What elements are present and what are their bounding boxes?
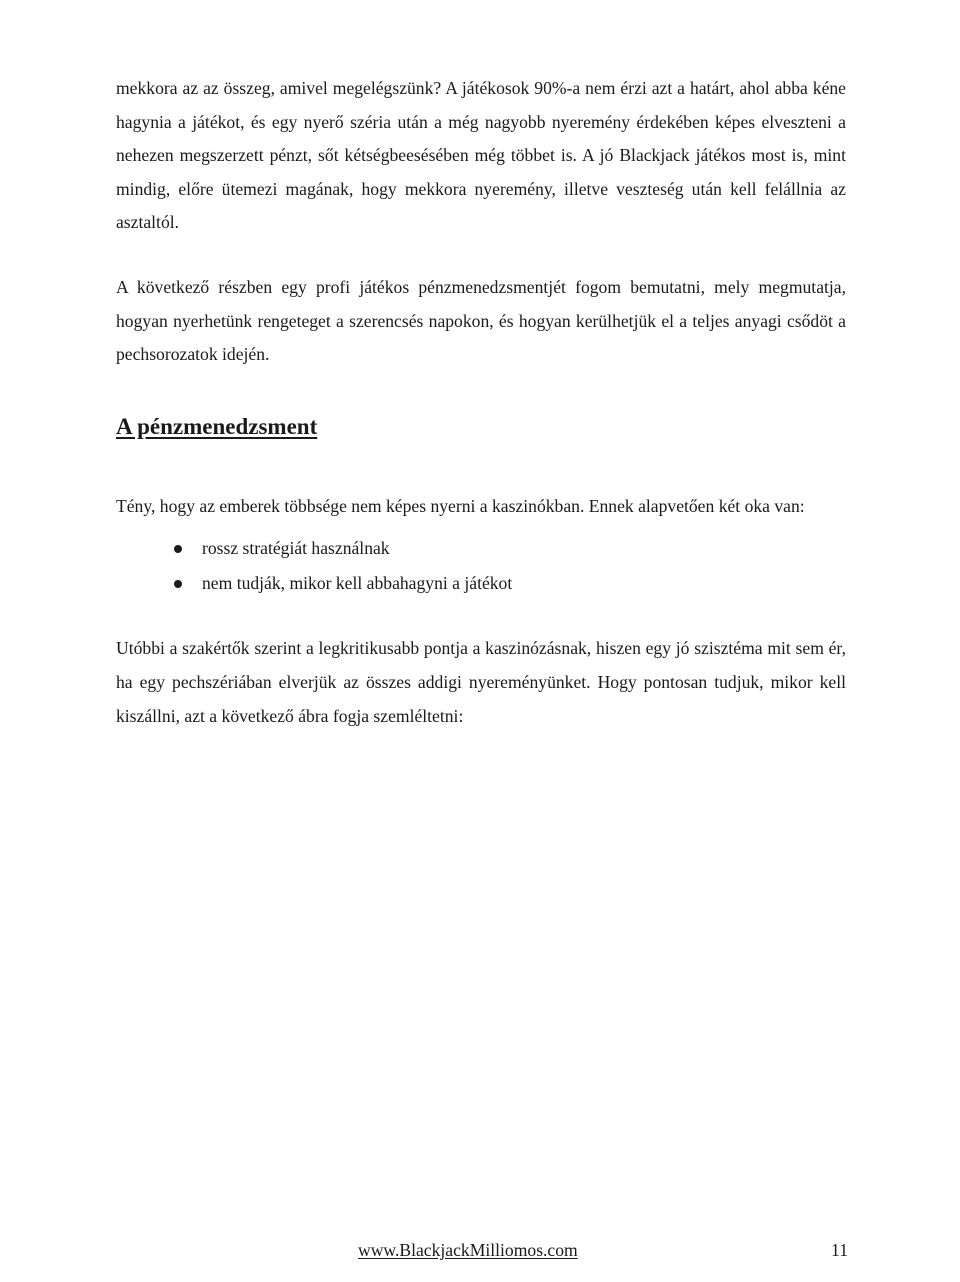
page-footer xyxy=(358,1240,848,1266)
list-item-text: nem tudják, mikor kell abbahagyni a játékot xyxy=(202,573,513,594)
paragraph-intro: mekkora az az összeg, amivel megelégszünk? A játékosok 90%-a nem érzi azt a határt, ahol abba kéne hagynia a játékot, és egy nyerő széria után a még nagyobb nyeremény érdekében képes elveszteni a nehezen megszerzett pénzt, sőt kétségbeesésében még többet is. A jó Blackjack játékos most is, mint mindig, előre ütemezi magának, hogy mekkora nyeremény, illetve veszteség után kell felállnia az asztaltól. xyxy=(116,78,846,233)
page-content xyxy=(116,72,846,733)
paragraph-conclusion: Utóbbi a szakértők szerint a legkritikusabb pontja a kaszinózásnak, hiszen egy jó szisztéma mit sem ér, ha egy pechszériában elverjük az összes addigi nyereményünket. Hogy pontosan tudjuk, mikor kell kiszállni, azt a következő ábra fogja szemléltetni: xyxy=(116,638,846,726)
paragraph-reasons: Tény, hogy az emberek többsége nem képes nyerni a kaszinókban. Ennek alapvetően két oka van: xyxy=(116,495,805,516)
list-item-text: rossz stratégiát használnak xyxy=(202,538,390,559)
list-item xyxy=(202,531,846,566)
website-link[interactable]: www.BlackjackMilliomos.com xyxy=(358,1240,578,1260)
bullet-icon xyxy=(174,545,182,553)
bullet-icon xyxy=(174,580,182,588)
list-item xyxy=(202,566,846,601)
reasons-list xyxy=(116,531,846,601)
section-heading: A pénzmenedzsment xyxy=(116,413,318,439)
page-number: 11 xyxy=(831,1240,848,1260)
paragraph-next-section: A következő részben egy profi játékos pénzmenedzsmentjét fogom bemutatni, mely megmutatja, hogyan nyerhetünk rengeteget a szerencsés napokon, és hogyan kerülhetjük el a teljes anyagi csődöt a pechsorozatok idején. xyxy=(116,276,846,365)
